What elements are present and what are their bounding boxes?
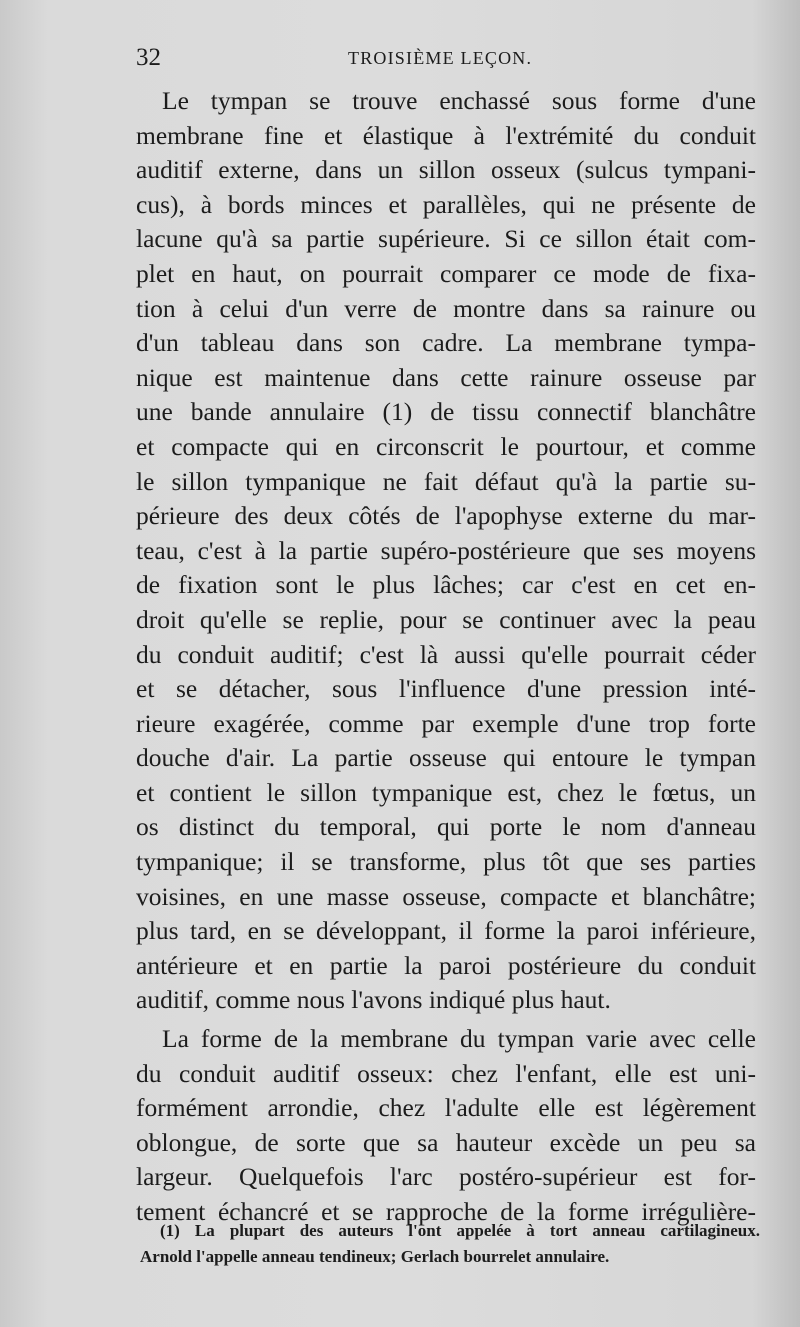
text-line: tympanique; il se transforme, plus tôt que ses parties — [136, 847, 756, 877]
footnote — [140, 1218, 760, 1270]
text-line: antérieure et en partie la paroi postérieure du conduit — [136, 950, 756, 980]
text-line: oblongue, de sorte que sa hauteur excède un peu sa — [136, 1127, 756, 1157]
footnote-line: Arnold l'appelle anneau tendineux; Gerlach bourrelet annulaire. — [140, 1247, 610, 1266]
body-text — [136, 84, 756, 1230]
text-line: nique est maintenue dans cette rainure osseuse par — [136, 362, 756, 392]
text-line: douche d'air. La partie osseuse qui entoure le tympan — [136, 743, 756, 773]
text-line: lacune qu'à sa partie supérieure. Si ce sillon était com- — [136, 224, 756, 254]
text-line: périeure des deux côtés de l'apophyse externe du mar- — [136, 501, 756, 531]
text-line: d'un tableau dans son cadre. La membrane tympa- — [136, 328, 756, 358]
text-line: cus), à bords minces et parallèles, qui ne présente de — [136, 189, 756, 219]
text-line: et compacte qui en circonscrit le pourtour, et comme — [136, 431, 756, 461]
text-line: et se détacher, sous l'influence d'une pression inté- — [136, 674, 756, 704]
text-line: tion à celui d'un verre de montre dans sa rainure ou — [136, 293, 756, 323]
text-line: os distinct du temporal, qui porte le nom d'anneau — [136, 812, 756, 842]
text-line: tement échancré et se rapproche de la forme irrégulière- — [136, 1197, 756, 1226]
text-line: formément arrondie, chez l'adulte elle est légèrement — [136, 1093, 756, 1123]
text-line: plus tard, en se développant, il forme la paroi inférieure, — [136, 916, 756, 946]
page-number: 32 — [136, 44, 161, 71]
text-line: de fixation sont le plus lâches; car c'est en cet en- — [136, 570, 756, 600]
footnote-line: (1) La plupart des auteurs l'ont appelée à tort anneau cartilagineux. — [160, 1221, 760, 1240]
page-header — [136, 44, 756, 80]
text-line: teau, c'est à la partie supéro-postérieure que ses moyens — [136, 535, 756, 565]
text-line: le sillon tympanique ne fait défaut qu'à la partie su- — [136, 466, 756, 496]
text-line: droit qu'elle se replie, pour se continuer avec la peau — [136, 604, 756, 634]
text-line: du conduit auditif; c'est là aussi qu'elle pourrait céder — [136, 639, 756, 669]
text-line: La forme de la membrane du tympan varie avec celle — [162, 1024, 756, 1054]
text-line: voisines, en une masse osseuse, compacte et blanchâtre; — [136, 881, 756, 911]
text-line: largeur. Quelquefois l'arc postéro-supérieur est for- — [136, 1162, 756, 1192]
text-line: auditif externe, dans un sillon osseux (sulcus tympani- — [136, 155, 756, 185]
text-line: membrane fine et élastique à l'extrémité du conduit — [136, 120, 756, 150]
text-line: auditif, comme nous l'avons indiqué plus haut. — [136, 985, 611, 1015]
text-line: rieure exagérée, comme par exemple d'une trop forte — [136, 708, 756, 738]
text-line: une bande annulaire (1) de tissu connectif blanchâtre — [136, 397, 756, 427]
text-line: du conduit auditif osseux: chez l'enfant, elle est uni- — [136, 1058, 756, 1088]
text-line: et contient le sillon tympanique est, chez le fœtus, un — [136, 777, 756, 807]
text-line: Le tympan se trouve enchassé sous forme d'une — [162, 86, 756, 115]
running-head: TROISIÈME LEÇON. — [348, 48, 533, 68]
text-line: plet en haut, on pourrait comparer ce mode de fixa- — [136, 258, 756, 288]
